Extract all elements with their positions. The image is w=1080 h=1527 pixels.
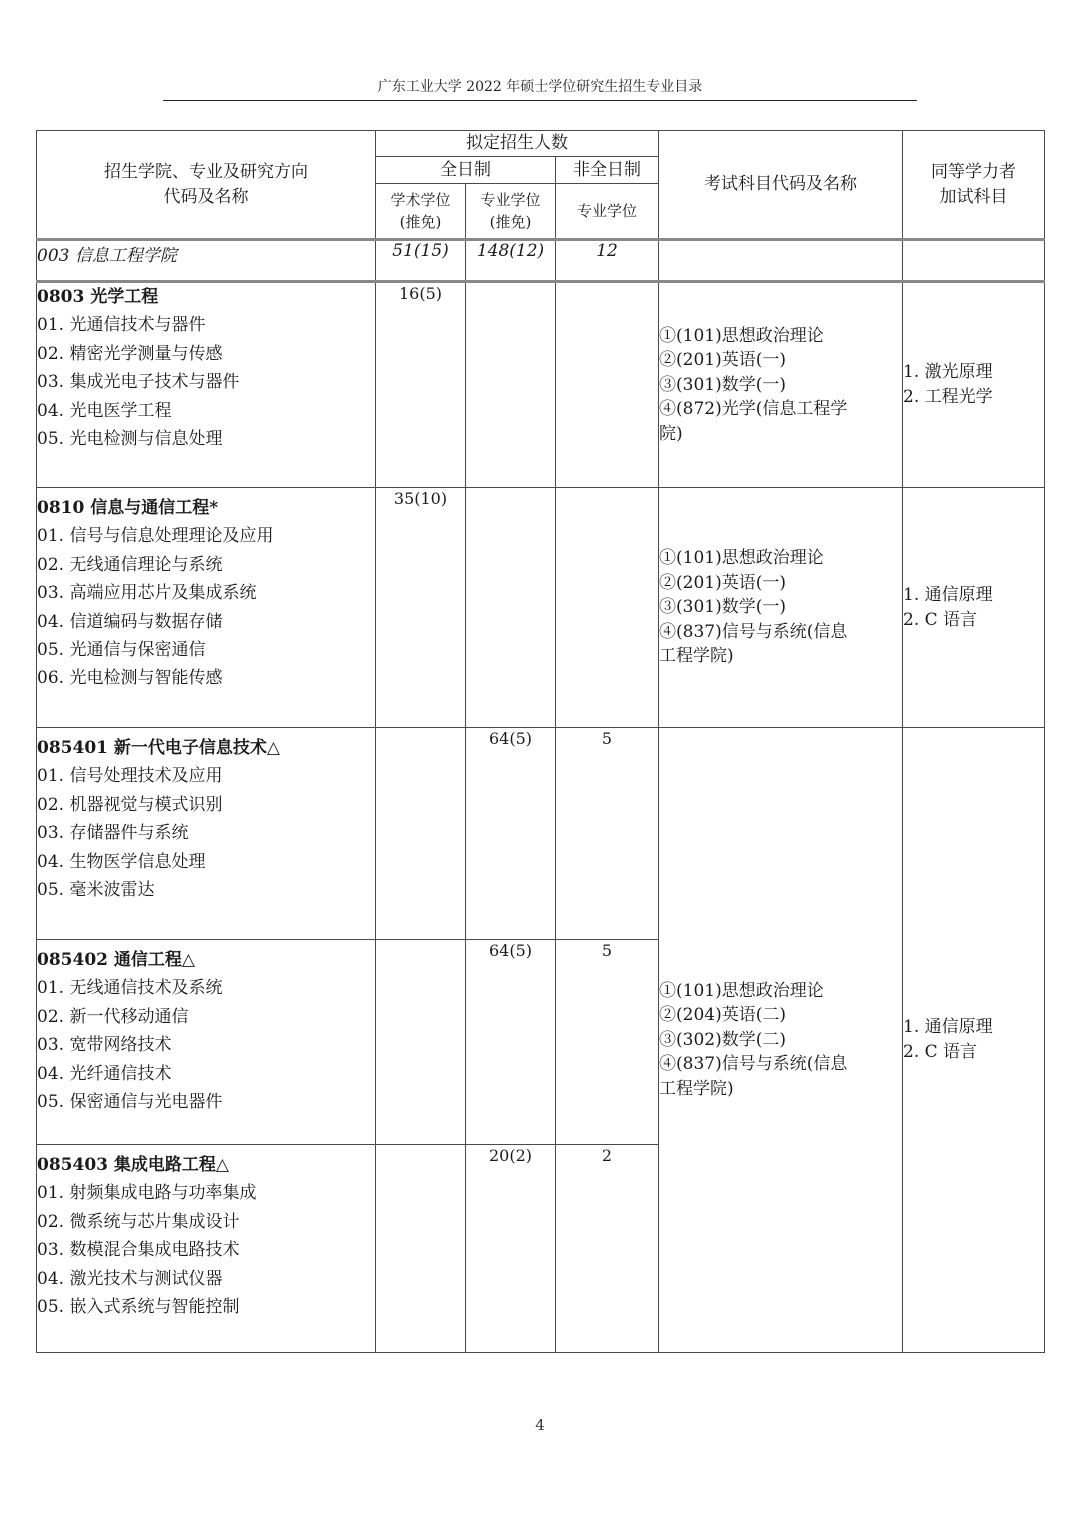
enrollment-catalog-table	[36, 130, 1045, 1353]
direction-item: 05. 光电检测与信息处理	[37, 429, 223, 450]
direction-item: 01. 射频集成电路与功率集成	[37, 1183, 257, 1204]
exam-subject: ④(837)信号与系统(信息	[659, 621, 848, 642]
direction-item: 04. 生物医学信息处理	[37, 851, 206, 872]
college-name: 003 信息工程学院	[37, 240, 376, 282]
major-title: 085403 集成电路工程△	[37, 1155, 229, 1175]
exam-subjects	[659, 728, 903, 1353]
document-title: 广东工业大学 2022 年硕士学位研究生招生专业目录	[377, 79, 703, 95]
extra-subject: 2. 工程光学	[903, 387, 993, 407]
extra-subjects	[903, 488, 1045, 728]
direction-item: 06. 光电检测与智能传感	[37, 668, 223, 689]
direction-item: 04. 信道编码与数据存储	[37, 611, 223, 632]
direction-item: 05. 保密通信与光电器件	[37, 1092, 223, 1113]
direction-item: 03. 高端应用芯片及集成系统	[37, 583, 257, 604]
parttime-quota	[556, 488, 659, 728]
parttime-quota: 5	[556, 940, 659, 1145]
extra-subject: 2. C 语言	[903, 609, 978, 630]
direction-item: 02. 机器视觉与模式识别	[37, 794, 223, 815]
exam-subject: ②(201)英语(一)	[659, 350, 786, 371]
extra-subjects	[903, 282, 1045, 488]
exam-subject: 工程学院)	[659, 646, 734, 667]
direction-item: 02. 精密光学测量与传感	[37, 343, 223, 364]
extra-subject: 1. 激光原理	[903, 362, 993, 382]
exam-subject: ②(204)英语(二)	[659, 1005, 786, 1026]
page-number: 4	[535, 1416, 545, 1434]
major-title: 0810 信息与通信工程*	[37, 498, 219, 518]
major-row	[37, 488, 1045, 728]
major-cell	[37, 282, 376, 488]
extra-subjects	[903, 728, 1045, 1353]
direction-item: 04. 光电医学工程	[37, 400, 172, 421]
direction-item: 05. 光通信与保密通信	[37, 640, 206, 661]
professional-quota: 20(2)	[466, 1145, 556, 1353]
direction-item: 03. 宽带网络技术	[37, 1035, 172, 1056]
extra-subject: 1. 通信原理	[903, 584, 993, 605]
direction-item: 01. 信号与信息处理理论及应用	[37, 526, 274, 547]
exam-subjects	[659, 282, 903, 488]
exam-subjects	[659, 488, 903, 728]
direction-item: 02. 微系统与芯片集成设计	[37, 1211, 240, 1232]
parttime-quota: 2	[556, 1145, 659, 1353]
college-parttime-quota: 12	[556, 240, 659, 282]
direction-item: 01. 无线通信技术及系统	[37, 978, 223, 999]
header-academic-degree: 学术学位 (推免)	[376, 184, 466, 240]
extra-subject: 1. 通信原理	[903, 1017, 993, 1037]
direction-item: 05. 嵌入式系统与智能控制	[37, 1297, 240, 1318]
exam-subject: ①(101)思想政治理论	[659, 548, 824, 569]
direction-item: 04. 光纤通信技术	[37, 1063, 172, 1084]
college-professional-quota: 148(12)	[466, 240, 556, 282]
parttime-quota	[556, 282, 659, 488]
professional-quota: 64(5)	[466, 940, 556, 1145]
exam-subject: ①(101)思想政治理论	[659, 325, 824, 346]
major-row	[37, 728, 1045, 940]
professional-quota: 64(5)	[466, 728, 556, 940]
extra-subject: 2. C 语言	[903, 1042, 978, 1062]
major-cell	[37, 728, 376, 940]
exam-subject: ③(301)数学(一)	[659, 374, 786, 395]
header-fulltime: 全日制	[376, 157, 556, 184]
professional-quota	[466, 488, 556, 728]
college-extra-empty	[903, 240, 1045, 282]
header-row-1	[37, 131, 1045, 157]
direction-item: 03. 数模混合集成电路技术	[37, 1240, 240, 1261]
exam-subject: 院)	[659, 423, 683, 444]
major-cell	[37, 488, 376, 728]
exam-subject: ④(837)信号与系统(信息	[659, 1054, 848, 1075]
document-header	[163, 74, 917, 101]
college-academic-quota: 51(15)	[376, 240, 466, 282]
direction-item: 01. 信号处理技术及应用	[37, 766, 223, 787]
header-major-code-name: 招生学院、专业及研究方向 代码及名称	[37, 131, 376, 240]
professional-quota	[466, 282, 556, 488]
academic-quota	[376, 1145, 466, 1353]
academic-quota	[376, 940, 466, 1145]
academic-quota	[376, 728, 466, 940]
college-row	[37, 240, 1045, 282]
major-row	[37, 282, 1045, 488]
exam-subject: ①(101)思想政治理论	[659, 980, 824, 1001]
major-title: 085401 新一代电子信息技术△	[37, 738, 280, 758]
exam-subject: 工程学院)	[659, 1078, 734, 1099]
header-parttime-professional: 专业学位	[556, 184, 659, 240]
exam-subject: ③(302)数学(二)	[659, 1029, 786, 1050]
header-extra-subjects: 同等学力者 加试科目	[903, 131, 1045, 240]
parttime-quota: 5	[556, 728, 659, 940]
direction-item: 04. 激光技术与测试仪器	[37, 1268, 223, 1289]
major-cell	[37, 1145, 376, 1353]
major-title: 0803 光学工程	[37, 287, 159, 307]
academic-quota: 16(5)	[376, 282, 466, 488]
direction-item: 01. 光通信技术与器件	[37, 315, 206, 336]
college-exam-empty	[659, 240, 903, 282]
header-exam-subjects: 考试科目代码及名称	[659, 131, 903, 240]
header-professional-degree: 专业学位 (推免)	[466, 184, 556, 240]
exam-subject: ④(872)光学(信息工程学	[659, 399, 848, 420]
header-planned-quota: 拟定招生人数	[376, 131, 659, 157]
major-cell	[37, 940, 376, 1145]
major-title: 085402 通信工程△	[37, 950, 195, 970]
exam-subject: ②(201)英语(一)	[659, 572, 786, 593]
direction-item: 03. 存储器件与系统	[37, 823, 189, 844]
direction-item: 03. 集成光电子技术与器件	[37, 372, 240, 393]
exam-subject: ③(301)数学(一)	[659, 597, 786, 618]
header-parttime: 非全日制	[556, 157, 659, 184]
direction-item: 02. 无线通信理论与系统	[37, 554, 223, 575]
direction-item: 02. 新一代移动通信	[37, 1006, 189, 1027]
academic-quota: 35(10)	[376, 488, 466, 728]
direction-item: 05. 毫米波雷达	[37, 880, 155, 901]
